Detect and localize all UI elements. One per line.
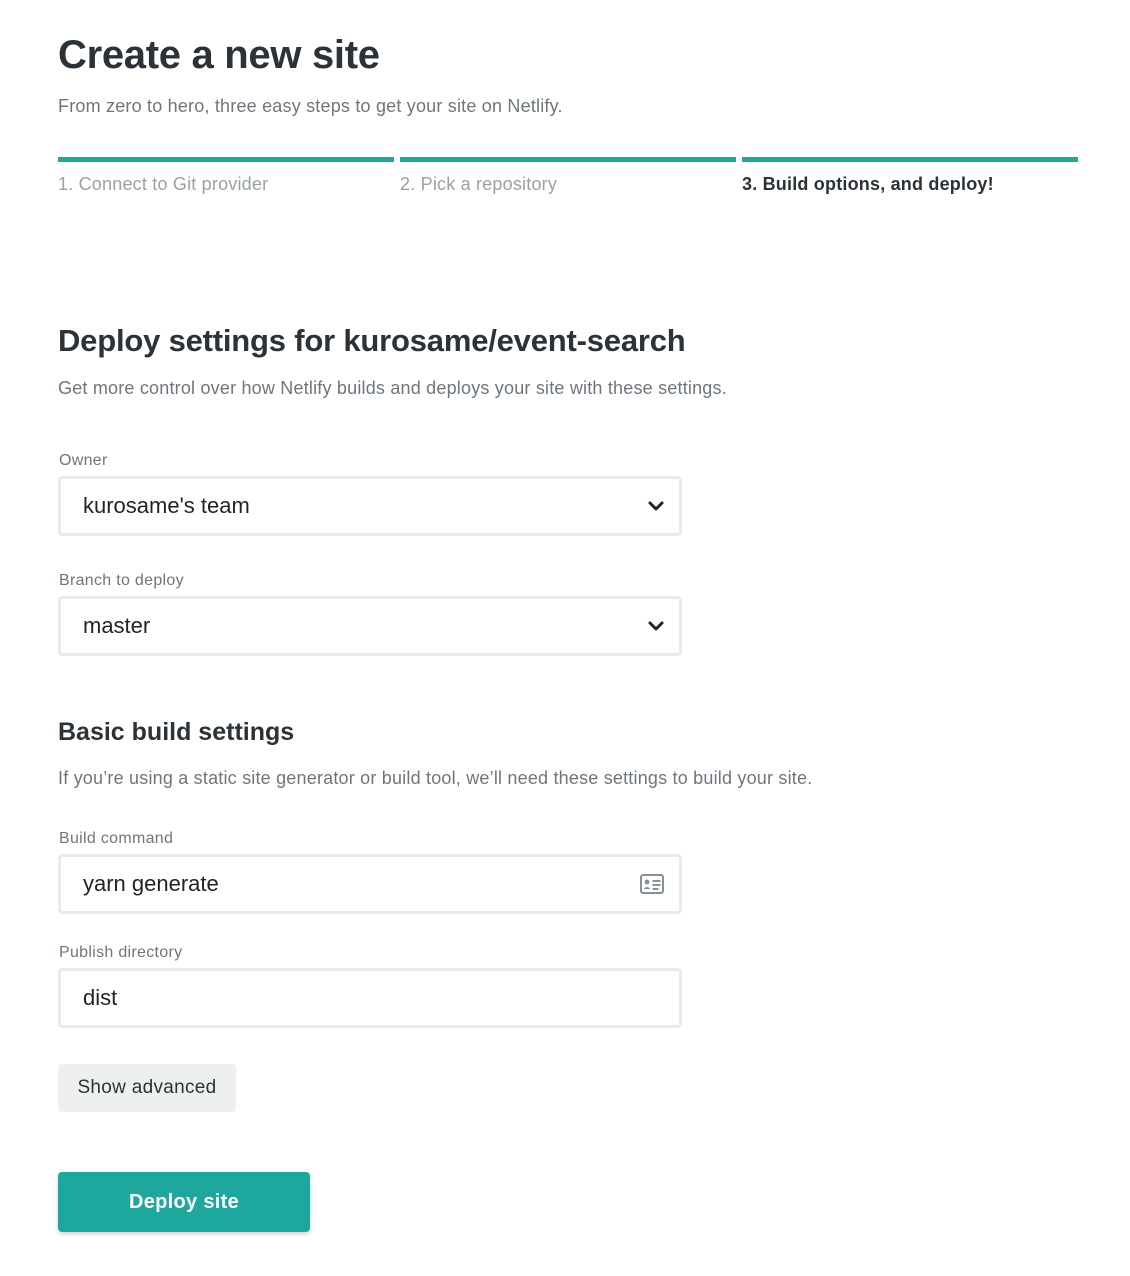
build-settings-title: Basic build settings <box>58 718 295 746</box>
build-command-label: Build command <box>59 830 174 847</box>
deploy-settings-description: Get more control over how Netlify builds and deploys your site with these settings. <box>58 378 727 398</box>
build-settings-description: If you’re using a static site generator or build tool, we’ll need these settings to build your site. <box>58 768 813 788</box>
progress-steps <box>58 157 1078 195</box>
page-title: Create a new site <box>58 33 380 77</box>
deploy-settings-title: Deploy settings for kurosame/event-search <box>58 323 686 358</box>
step-build-deploy: 3. Build options, and deploy! <box>742 157 1078 195</box>
chevron-down-icon <box>645 495 667 517</box>
chevron-down-icon <box>645 615 667 637</box>
publish-directory-input[interactable] <box>58 968 682 1028</box>
branch-label: Branch to deploy <box>59 572 184 589</box>
page-subtitle: From zero to hero, three easy steps to get your site on Netlify. <box>58 96 563 116</box>
publish-directory-value: dist <box>83 985 118 1010</box>
contact-card-icon[interactable] <box>639 873 665 895</box>
step-pick-repository[interactable]: 2. Pick a repository <box>400 157 736 195</box>
show-advanced-button[interactable]: Show advanced <box>58 1064 236 1112</box>
owner-select-value: kurosame's team <box>83 493 250 518</box>
owner-select[interactable] <box>58 476 682 536</box>
branch-select-value: master <box>83 613 151 638</box>
publish-directory-label: Publish directory <box>59 944 183 961</box>
build-command-input[interactable] <box>58 854 682 914</box>
branch-select[interactable] <box>58 596 682 656</box>
step-connect-git[interactable]: 1. Connect to Git provider <box>58 157 394 195</box>
owner-label: Owner <box>59 452 108 469</box>
build-command-value: yarn generate <box>83 871 219 896</box>
deploy-site-button[interactable]: Deploy site <box>58 1172 310 1232</box>
